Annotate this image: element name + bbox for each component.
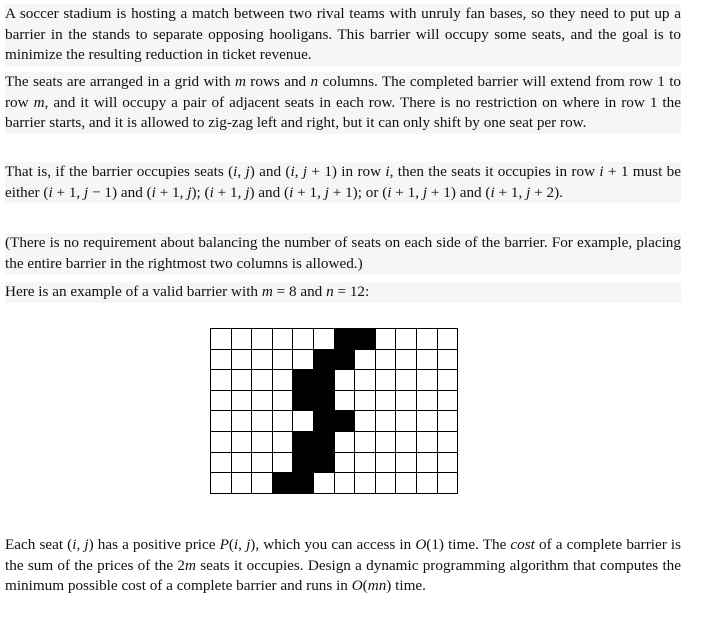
seat: [231, 349, 252, 370]
seat: [211, 370, 232, 391]
seat: [211, 431, 232, 452]
seat: [334, 390, 355, 411]
seat: [272, 349, 293, 370]
seat: [396, 390, 417, 411]
seat: [272, 411, 293, 432]
barrier-seat: [313, 431, 334, 452]
seat: [231, 370, 252, 391]
barrier-seat: [313, 452, 334, 473]
grid-description-paragraph: The seats are arranged in a grid with m rows and n columns. The completed barrier will extend from row 1 to row m, and it will occupy a pair of adjacent seats in each row. There is no restriction on where in row 1 the barrier starts, and it is allowed to zig-zag left and right, but it can only shift by one seat per row.: [5, 72, 681, 134]
barrier-seat: [272, 473, 293, 494]
seat: [396, 473, 417, 494]
seat: [231, 390, 252, 411]
balance-note-paragraph: (There is no requirement about balancing the number of seats on each side of the barrier. For example, placing the entire barrier in the rightmost two columns is allowed.): [5, 233, 681, 274]
seat: [355, 349, 376, 370]
barrier-seat: [313, 370, 334, 391]
barrier-seat: [293, 431, 314, 452]
grid-row: [211, 431, 458, 452]
seat: [211, 411, 232, 432]
seat: [396, 370, 417, 391]
barrier-seat: [355, 329, 376, 350]
seat: [437, 390, 458, 411]
barrier-seat: [334, 411, 355, 432]
task-paragraph: Each seat (i, j) has a positive price P(i, j), which you can access in O(1) time. The cost of a complete barrier is the sum of the prices of the 2m seats it occupies. Design a dynamic programming algorithm that computes the minimum possible cost of a complete barrier and runs in O(mn) time.: [5, 536, 682, 595]
seat: [375, 411, 396, 432]
grid-row: [211, 370, 458, 391]
seat: [416, 431, 437, 452]
grid-row: [211, 390, 458, 411]
seat: [396, 452, 417, 473]
seat: [252, 411, 273, 432]
seat: [355, 411, 376, 432]
barrier-seat: [313, 411, 334, 432]
seat: [416, 329, 437, 350]
seat: [272, 329, 293, 350]
barrier-seat: [293, 473, 314, 494]
seat: [313, 473, 334, 494]
seat: [416, 390, 437, 411]
seat: [396, 411, 417, 432]
barrier-seat: [313, 349, 334, 370]
seat: [334, 452, 355, 473]
seat: [272, 452, 293, 473]
seat: [375, 452, 396, 473]
seat: [437, 473, 458, 494]
seat: [416, 452, 437, 473]
seat: [355, 431, 376, 452]
seat: [231, 473, 252, 494]
grid-row: [211, 349, 458, 370]
seat: [252, 473, 273, 494]
seat: [231, 452, 252, 473]
seat: [416, 473, 437, 494]
barrier-seat: [334, 329, 355, 350]
seat: [396, 329, 417, 350]
grid-row: [211, 452, 458, 473]
seat: [334, 370, 355, 391]
seat: [252, 452, 273, 473]
seat: [355, 370, 376, 391]
seat: [231, 411, 252, 432]
barrier-seat: [293, 370, 314, 391]
seat: [334, 431, 355, 452]
seat: [231, 431, 252, 452]
seat: [437, 411, 458, 432]
seat: [355, 390, 376, 411]
seat: [293, 411, 314, 432]
barrier-seat: [293, 452, 314, 473]
seat: [416, 349, 437, 370]
seat: [355, 452, 376, 473]
seat: [293, 329, 314, 350]
seat: [416, 411, 437, 432]
seat: [437, 329, 458, 350]
seat: [231, 329, 252, 350]
intro-paragraph: A soccer stadium is hosting a match between two rival teams with unruly fan bases, so they need to put up a barrier in the stands to separate opposing hooligans. This barrier will occupy some seats, and the goal is to minimize the resulting reduction in ticket revenue.: [5, 4, 681, 66]
seat: [272, 370, 293, 391]
barrier-seat: [334, 349, 355, 370]
seat: [334, 473, 355, 494]
example-intro-paragraph: Here is an example of a valid barrier with m = 8 and n = 12:: [5, 282, 681, 303]
seat: [211, 473, 232, 494]
seat: [211, 349, 232, 370]
seat: [211, 452, 232, 473]
seat: [272, 431, 293, 452]
barrier-seat: [293, 390, 314, 411]
seat: [375, 349, 396, 370]
grid-row: [211, 411, 458, 432]
seat: [375, 473, 396, 494]
seat: [252, 349, 273, 370]
seat: [416, 370, 437, 391]
seat: [355, 473, 376, 494]
seat: [252, 431, 273, 452]
seat: [396, 431, 417, 452]
shift-rule-paragraph: That is, if the barrier occupies seats (i, j) and (i, j + 1) in row i, then the seats it occupies in row i + 1 must be either (i + 1, j − 1) and (i + 1, j); (i + 1, j) and (i + 1, j + 1); or (i + 1, j + 1) and (i + 1, j + 2).: [5, 162, 681, 203]
seat: [252, 390, 273, 411]
seat: [437, 452, 458, 473]
seat: [437, 431, 458, 452]
barrier-seat: [313, 390, 334, 411]
seat: [252, 329, 273, 350]
barrier-example-grid: [210, 328, 458, 494]
seat: [375, 370, 396, 391]
seat: [211, 390, 232, 411]
seat: [375, 431, 396, 452]
seat: [375, 329, 396, 350]
grid-row: [211, 329, 458, 350]
seat: [437, 349, 458, 370]
seat: [211, 329, 232, 350]
seat: [375, 390, 396, 411]
seat: [396, 349, 417, 370]
seat: [252, 370, 273, 391]
seat: [293, 349, 314, 370]
seat: [437, 370, 458, 391]
seat: [272, 390, 293, 411]
grid-row: [211, 473, 458, 494]
seat: [313, 329, 334, 350]
